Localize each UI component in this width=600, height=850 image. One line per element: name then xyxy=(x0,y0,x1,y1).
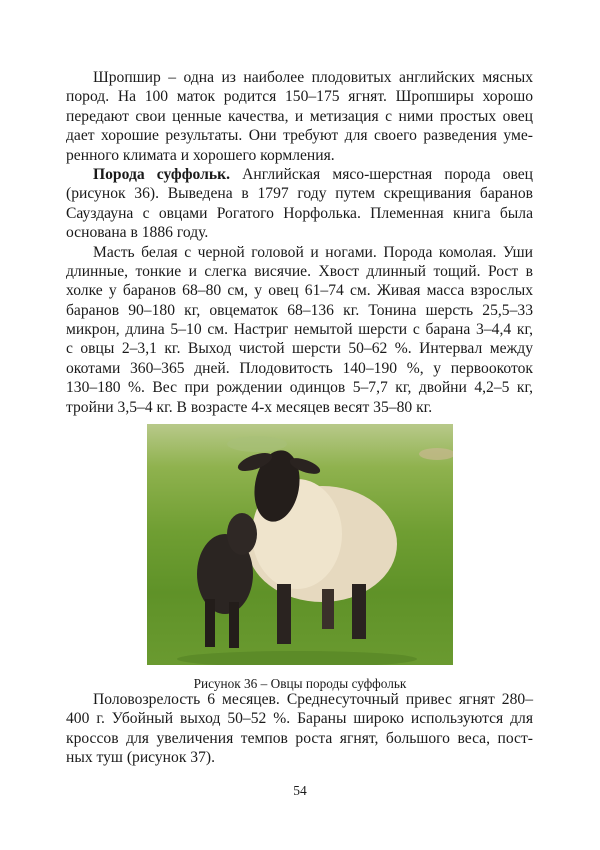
text-line: окотами 360–365 дней. Плодовитость 140–190 %, у первоокоток xyxy=(66,359,533,377)
text-line: микрон, длина 5–10 см. Настриг немытой шерсти с барана 3–4,4 кг, xyxy=(66,321,533,339)
figure-caption: Рисунок 36 – Овцы породы суффольк xyxy=(193,676,407,691)
text-line: кроссов для увеличения темпов роста ягнят, большого веса, пост- xyxy=(66,729,533,747)
text-line: (рисунок 36). Выведена в 1797 году путем скрещивания баранов xyxy=(66,185,533,203)
text-line: Половозрелость 6 месяцев. Среднесуточный привес ягнят 280– xyxy=(93,691,533,708)
text-line: Масть белая с черной головой и ногами. Порода комолая. Уши xyxy=(93,243,533,261)
text-span: Английская мясо-шерстная порода овец xyxy=(229,165,533,183)
text-line: тройни 3,5–4 кг. В возрасте 4-х месяцев весят 35–80 кг. xyxy=(66,398,433,416)
text-line: дает хорошие результаты. Они требуют для своего разведения уме- xyxy=(66,127,533,145)
text-line: основана в 1886 году. xyxy=(66,224,209,242)
text-line: Шропшир – одна из наиболее плодовитых английских мясных xyxy=(93,69,533,86)
text-line: баранов 90–180 кг, овцематок 68–136 кг. Тонина шерсть 25,5–33 xyxy=(66,301,533,319)
text-line: пород. На 100 маток родится 150–175 ягнят. Шропширы хорошо xyxy=(66,88,533,106)
section-heading: Порода суффольк. xyxy=(93,165,230,183)
text-line: холке у баранов 68–80 см, у овец 61–74 см. Живая масса взрослых xyxy=(66,282,533,300)
sheep-photo xyxy=(147,424,453,665)
text-line: 400 г. Убойный выход 50–52 %. Бараны широко используются для xyxy=(66,710,533,728)
text-line: длинные, тонкие и слегка висячие. Хвост длинный тощий. Рост в xyxy=(66,262,533,280)
text-line: с овцы 2–3,1 кг. Выход чистой шерсти 50–62 %. Интервал между xyxy=(66,340,533,358)
text-line: 130–180 %. Вес при рождении одинцов 5–7,7 кг, двойни 4,2–5 кг, xyxy=(66,379,533,397)
text-block-bottom xyxy=(66,690,533,768)
text-line: Сауздауна с овцами Рогатого Норфолька. Племенная книга была xyxy=(66,204,533,222)
text-line xyxy=(66,165,533,184)
text-block-top xyxy=(66,68,533,417)
text-line: ных туш (рисунок 37). xyxy=(66,749,215,767)
text-line: передают свои ценные качества, и метизация с ними простых овец xyxy=(66,107,533,125)
text-line: ренного климата и хорошего кормления. xyxy=(66,146,335,164)
page-number: 54 xyxy=(293,783,307,798)
